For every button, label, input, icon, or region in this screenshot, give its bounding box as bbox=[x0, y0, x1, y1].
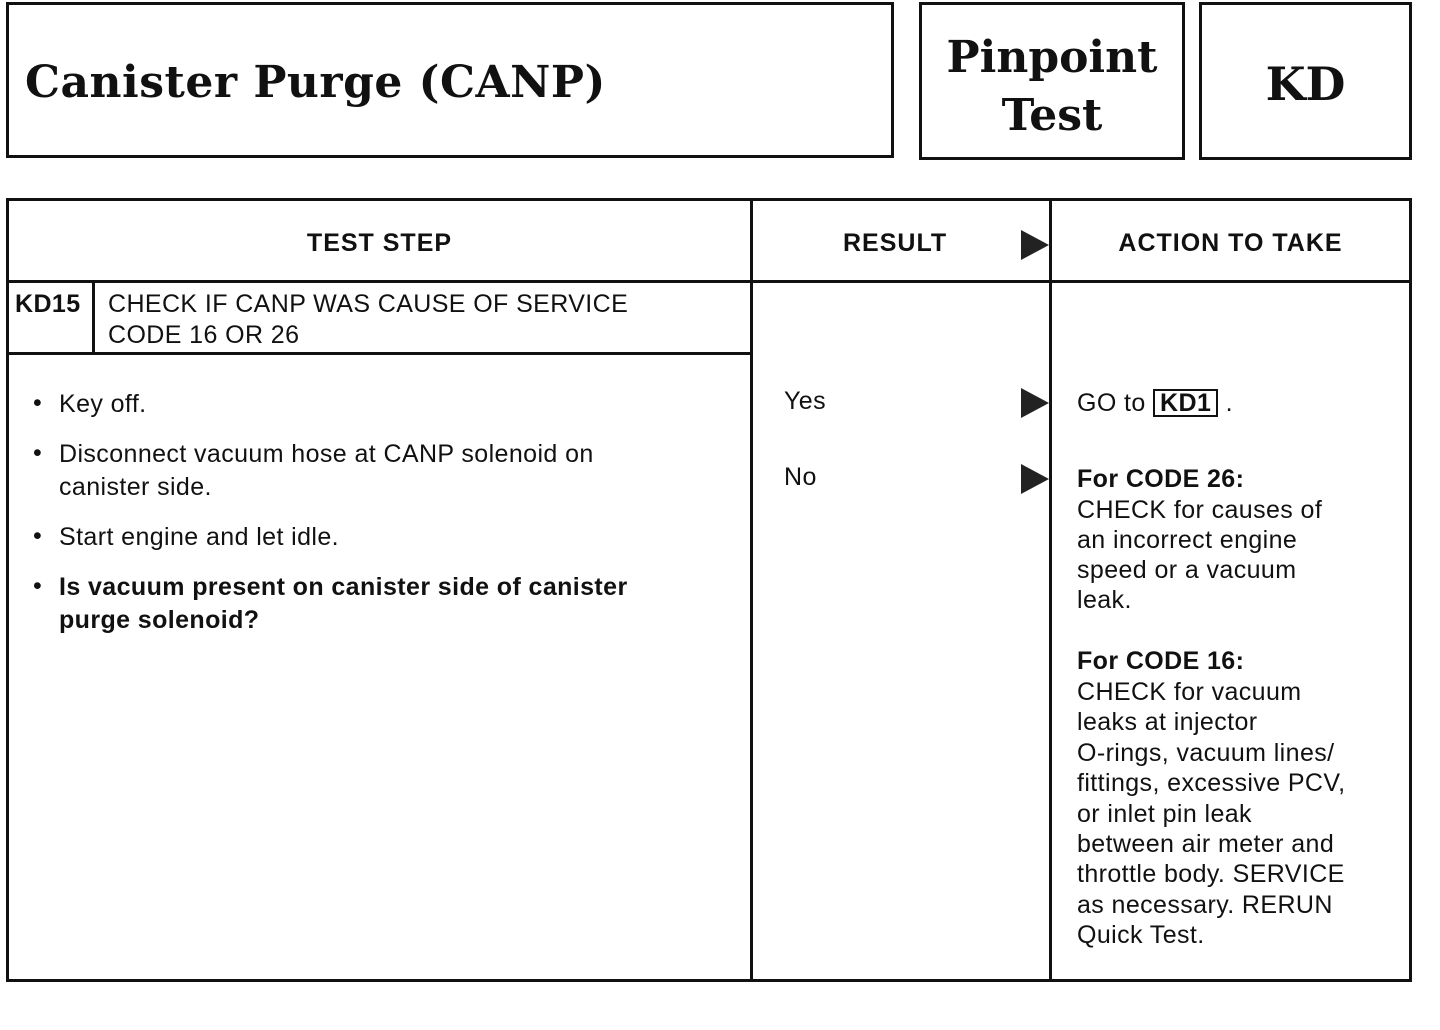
title-box bbox=[6, 2, 894, 158]
bullet-text: Disconnect vacuum hose at CANP solenoid on bbox=[59, 440, 594, 468]
column-divider bbox=[1049, 201, 1052, 979]
pinpoint-test-box bbox=[919, 2, 1185, 160]
header-result: RESULT bbox=[843, 229, 948, 257]
bullet-question-continued: purge solenoid? bbox=[59, 606, 260, 634]
bullet-icon: • bbox=[33, 572, 42, 600]
code16-line: leaks at injector bbox=[1077, 708, 1258, 736]
result-yes: Yes bbox=[784, 387, 826, 415]
code26-line: an incorrect engine bbox=[1077, 526, 1298, 554]
code16-heading: For CODE 16: bbox=[1077, 647, 1245, 675]
code26-line: speed or a vacuum bbox=[1077, 556, 1297, 584]
code16-line: CHECK for vacuum bbox=[1077, 678, 1302, 706]
code26-line: leak. bbox=[1077, 586, 1132, 614]
bullet-question: Is vacuum present on canister side of canister bbox=[59, 573, 628, 601]
arrow-right-icon bbox=[1021, 388, 1049, 418]
step-title-line1: CHECK IF CANP WAS CAUSE OF SERVICE bbox=[108, 290, 629, 318]
header-action: ACTION TO TAKE bbox=[1118, 229, 1343, 257]
code26-heading: For CODE 26: bbox=[1077, 465, 1245, 493]
step-id: KD15 bbox=[15, 290, 81, 318]
bullet-icon: • bbox=[33, 439, 42, 467]
pinpoint-test-label bbox=[922, 29, 1182, 145]
pinpoint-line2: Test bbox=[1001, 90, 1103, 141]
step-id-divider bbox=[92, 283, 95, 353]
code16-line: or inlet pin leak bbox=[1077, 800, 1252, 828]
pinpoint-line1: Pinpoint bbox=[946, 32, 1158, 83]
test-code-box bbox=[1199, 2, 1412, 160]
code26-line: CHECK for causes of bbox=[1077, 496, 1323, 524]
bullet-text-continued: canister side. bbox=[59, 473, 212, 501]
code16-line: fittings, excessive PCV, bbox=[1077, 769, 1346, 797]
arrow-right-icon bbox=[1021, 464, 1049, 494]
column-divider bbox=[750, 201, 753, 979]
page-title: Canister Purge (CANP) bbox=[25, 57, 606, 108]
arrow-right-icon bbox=[1021, 230, 1049, 260]
action-yes bbox=[1077, 388, 1233, 419]
code16-line: Quick Test. bbox=[1077, 921, 1205, 949]
bullet-text: Start engine and let idle. bbox=[59, 523, 340, 551]
step-reference-kd1: KD1 bbox=[1153, 389, 1218, 417]
code16-line: between air meter and bbox=[1077, 830, 1335, 858]
result-no: No bbox=[784, 463, 817, 491]
code16-line: as necessary. RERUN bbox=[1077, 891, 1333, 919]
action-yes-text: GO to bbox=[1077, 389, 1146, 417]
step-title-divider bbox=[9, 352, 751, 355]
bullet-icon: • bbox=[33, 389, 42, 417]
step-title-line2: CODE 16 OR 26 bbox=[108, 321, 300, 349]
pinpoint-table bbox=[6, 198, 1412, 982]
bullet-icon: • bbox=[33, 522, 42, 550]
header-divider bbox=[9, 280, 1409, 283]
test-code: KD bbox=[1265, 57, 1346, 111]
bullet-text: Key off. bbox=[59, 390, 147, 418]
code16-line: throttle body. SERVICE bbox=[1077, 860, 1345, 888]
header-test-step: TEST STEP bbox=[306, 229, 453, 257]
code16-line: O-rings, vacuum lines/ bbox=[1077, 739, 1335, 767]
action-yes-period: . bbox=[1225, 389, 1233, 417]
